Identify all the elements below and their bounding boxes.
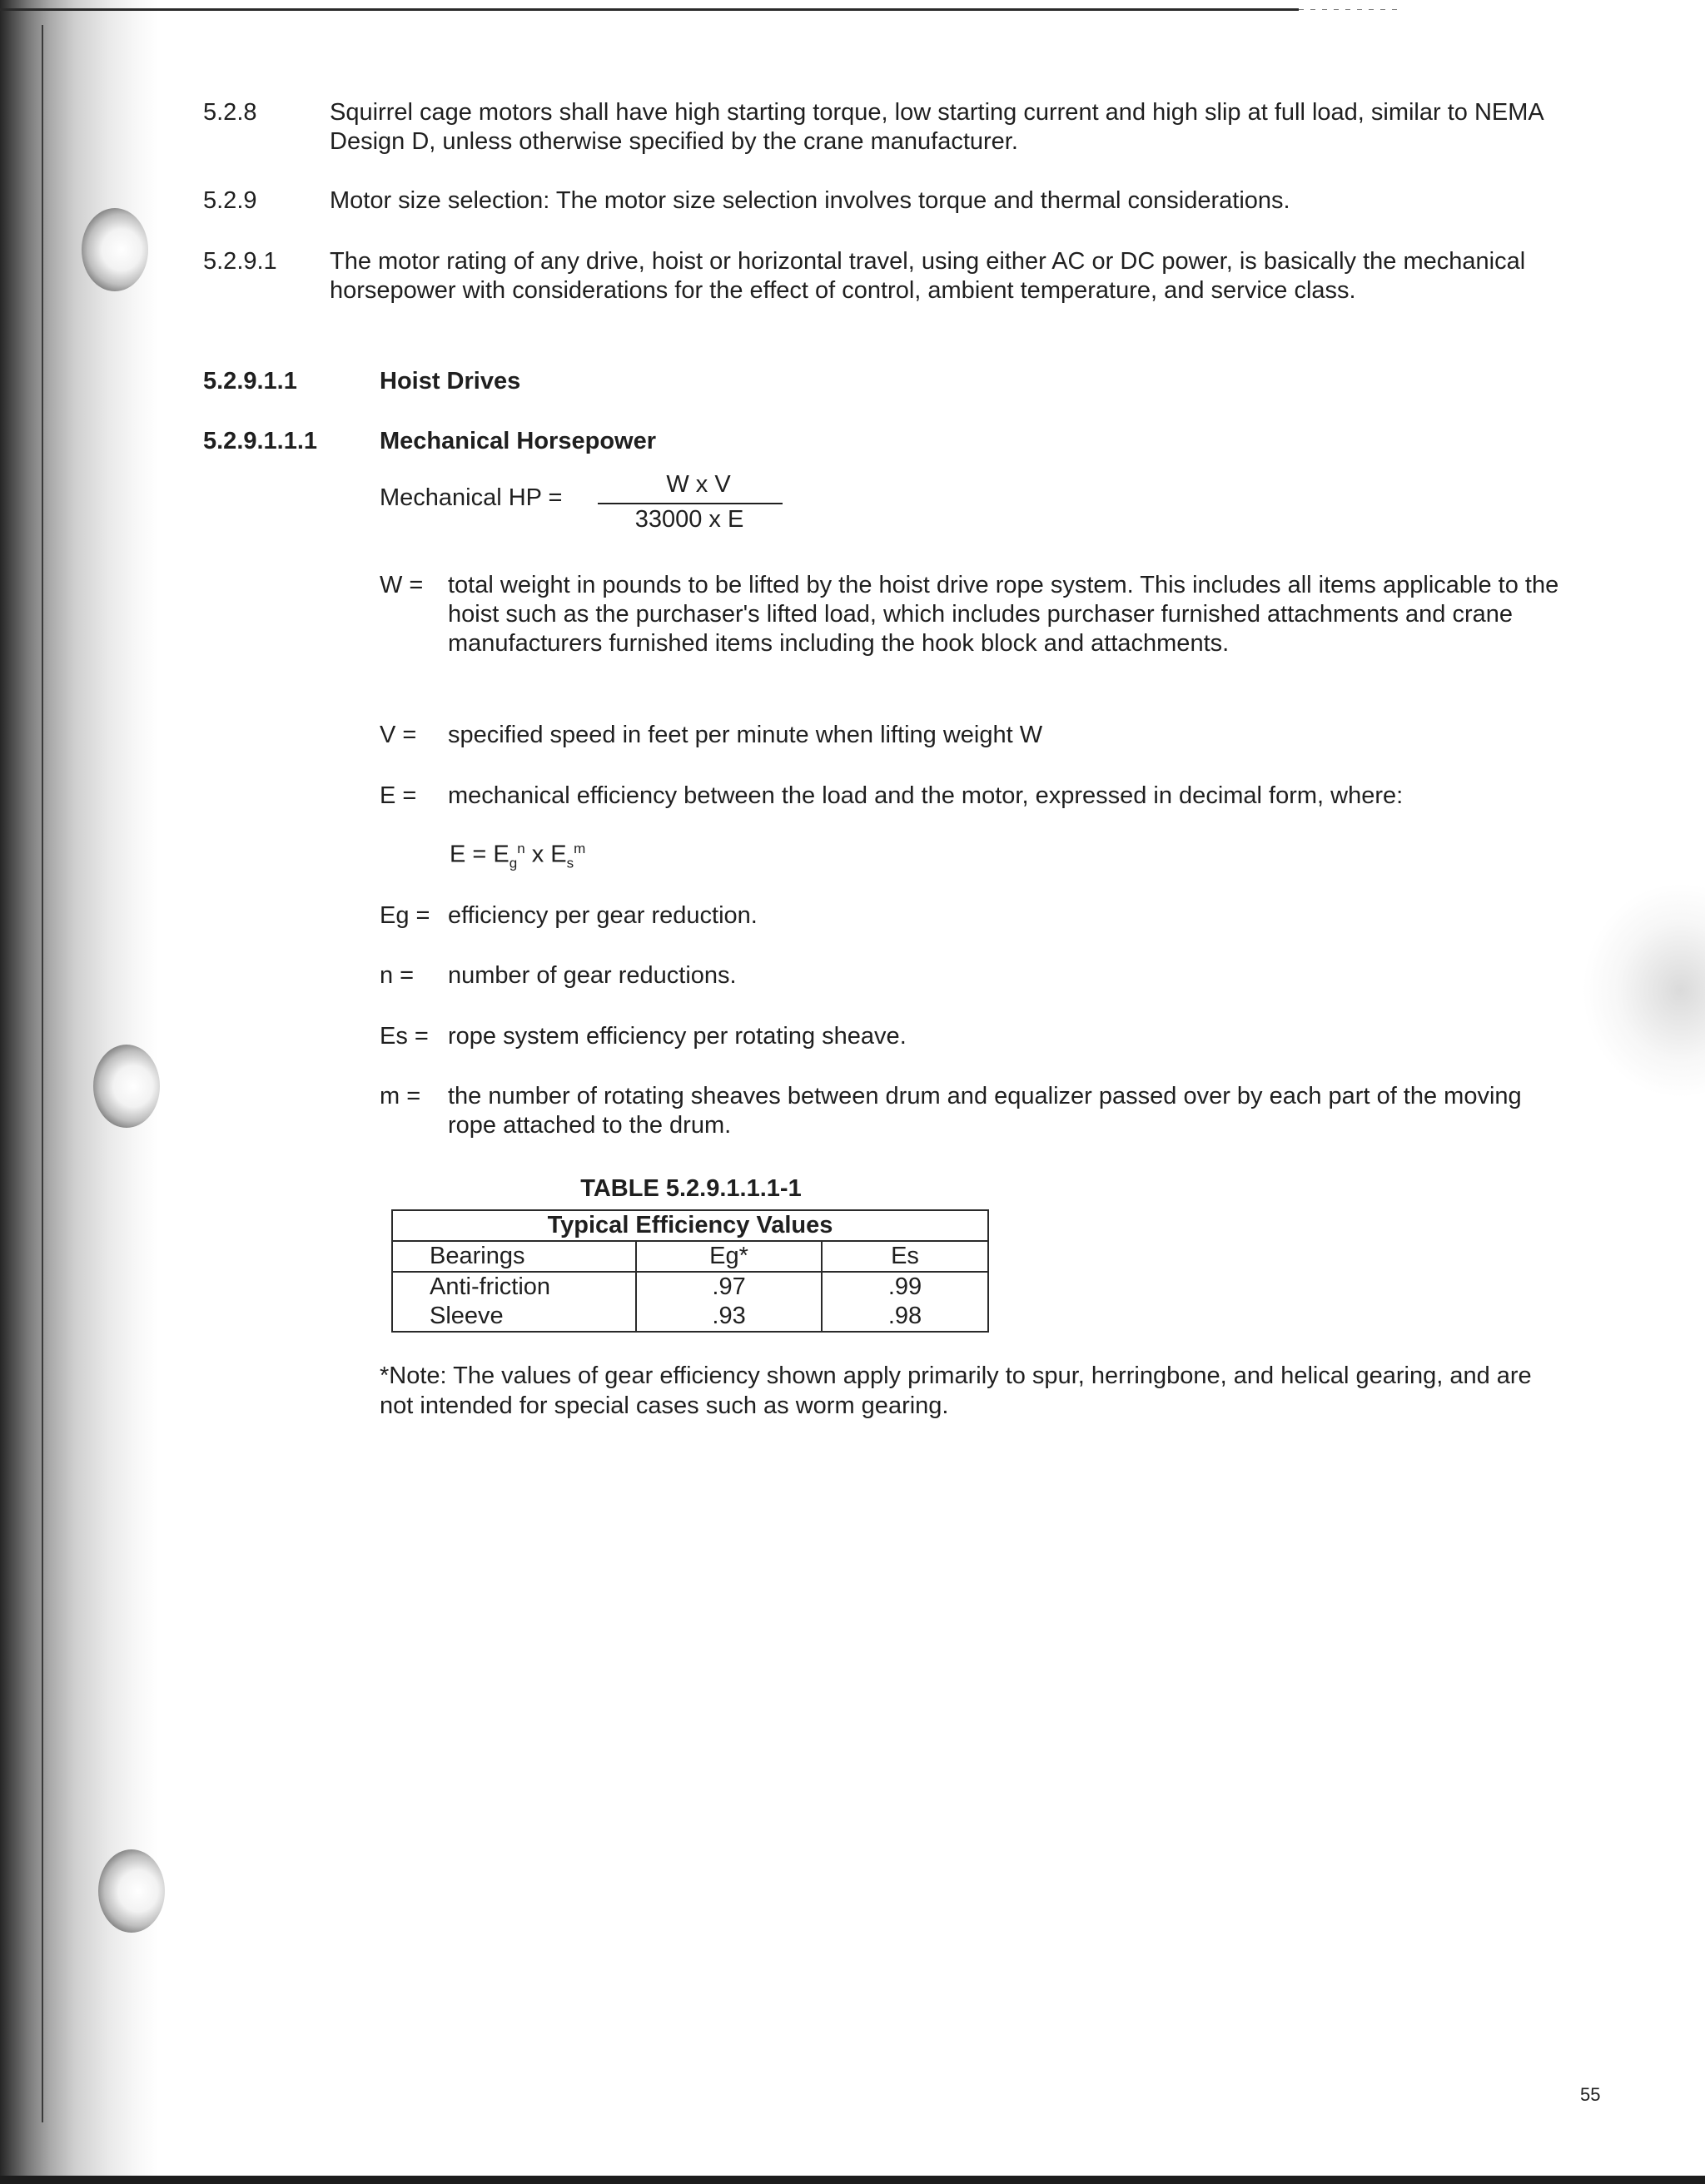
table-cell-bearing: Anti-friction — [392, 1272, 636, 1302]
definition-text-es: rope system efficiency per rotating sheave. — [448, 1023, 907, 1050]
eq-mid: x E — [524, 841, 567, 868]
section-number-5-2-9: 5.2.9 — [203, 187, 257, 214]
formula-lhs: Mechanical HP = — [380, 484, 563, 511]
definition-symbol-v: V = — [380, 722, 417, 748]
table-cell-es: .98 — [822, 1302, 988, 1332]
eq-sub-g: g — [509, 855, 518, 871]
punch-hole-top — [82, 208, 148, 291]
scan-speckle — [1582, 882, 1705, 1099]
punch-hole-bottom — [98, 1849, 165, 1933]
definition-symbol-eg: Eg = — [380, 902, 430, 929]
table-cell-es: .99 — [822, 1272, 988, 1302]
efficiency-table — [391, 1209, 989, 1333]
definition-symbol-es: Es = — [380, 1023, 429, 1050]
page-number: 55 — [1580, 2084, 1601, 2105]
table-caption-row — [392, 1210, 988, 1241]
table-header-row — [392, 1241, 988, 1272]
eq-sub-s: s — [566, 855, 574, 871]
definition-text-w: total weight in pounds to be lifted by the hoist drive rope system. This includes all items applicable to the hoist such as the purchaser's lifted load, which includes purchaser furnished attachments and crane manufacturers furnished items including the hook block and attachments. — [448, 572, 1559, 657]
table-row — [392, 1272, 988, 1302]
table-caption: Typical Efficiency Values — [392, 1210, 988, 1241]
formula-numerator: W x V — [666, 471, 731, 498]
table-header-es: Es — [822, 1241, 988, 1272]
scan-top-line-fade — [1299, 9, 1399, 10]
section-number-5-2-9-1-1: 5.2.9.1.1 — [203, 368, 297, 395]
definition-text-m: the number of rotating sheaves between drum and equalizer passed over by each part of the moving rope attached to the drum. — [448, 1083, 1522, 1139]
scan-bottom-edge — [0, 2176, 1705, 2184]
table-title: TABLE 5.2.9.1.1.1-1 — [580, 1175, 802, 1202]
table-footnote: *Note: The values of gear efficiency shown apply primarily to spur, herringbone, and helical gearing, and are not intended for special cases such as worm gearing. — [380, 1363, 1532, 1419]
definition-symbol-n: n = — [380, 962, 415, 989]
formula-denominator: 33000 x E — [634, 506, 744, 533]
punch-hole-middle — [93, 1045, 160, 1128]
formula-fraction-bar — [598, 503, 783, 504]
efficiency-equation — [450, 841, 585, 871]
definition-symbol-e: E = — [380, 782, 417, 809]
table-header-eg: Eg* — [636, 1241, 822, 1272]
table-header-bearings: Bearings — [392, 1241, 636, 1272]
definition-text-e: mechanical efficiency between the load and the motor, expressed in decimal form, where: — [448, 782, 1404, 809]
section-text-5-2-8: Squirrel cage motors shall have high starting torque, low starting current and high slip at full load, similar to NEMA Design D, unless otherwise specified by the crane manufacturer. — [330, 99, 1543, 155]
binding-edge — [42, 25, 43, 2122]
section-text-5-2-9-1: The motor rating of any drive, hoist or horizontal travel, using either AC or DC power, is basically the mechanical horsepower with considerations for the effect of control, ambient temperature, and service class. — [330, 248, 1526, 304]
section-text-5-2-9: Motor size selection: The motor size selection involves torque and thermal considerations. — [330, 187, 1290, 214]
table-cell-eg: .97 — [636, 1272, 822, 1302]
table-cell-bearing: Sleeve — [392, 1302, 636, 1332]
table-cell-eg: .93 — [636, 1302, 822, 1332]
section-heading-hoist-drives: Hoist Drives — [380, 368, 521, 395]
eq-left: E = E — [450, 841, 510, 868]
scan-top-line — [0, 8, 1299, 11]
definition-symbol-w: W = — [380, 572, 424, 598]
section-number-5-2-9-1-1-1: 5.2.9.1.1.1 — [203, 428, 318, 454]
eq-sup-m: m — [574, 841, 586, 856]
definition-text-n: number of gear reductions. — [448, 962, 737, 989]
definition-symbol-m: m = — [380, 1083, 421, 1109]
eq-sup-n: n — [517, 841, 525, 856]
definition-text-v: specified speed in feet per minute when lifting weight W — [448, 722, 1043, 748]
section-heading-mechanical-horsepower: Mechanical Horsepower — [380, 428, 656, 454]
table-row — [392, 1302, 988, 1332]
definition-text-eg: efficiency per gear reduction. — [448, 902, 758, 929]
section-number-5-2-9-1: 5.2.9.1 — [203, 248, 277, 275]
section-number-5-2-8: 5.2.8 — [203, 99, 257, 126]
